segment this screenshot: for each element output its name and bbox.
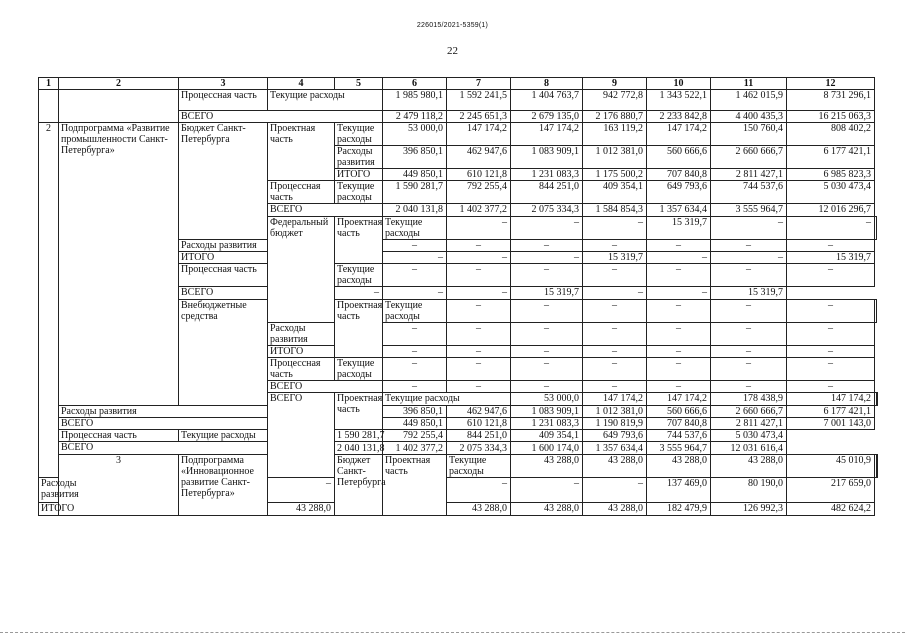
number-cell <box>39 90 59 123</box>
value-cell: 2 660 666,7 <box>711 146 787 169</box>
value-cell: – <box>787 217 875 240</box>
value-cell: 744 537,6 <box>647 430 711 442</box>
page-number: 22 <box>447 45 458 57</box>
part-label: Процессная часть <box>179 264 268 287</box>
column-header-row <box>39 78 878 90</box>
dash-cell: – <box>787 323 875 346</box>
value-cell: 707 840,8 <box>647 418 711 430</box>
value-cell: 808 402,2 <box>787 123 875 146</box>
value-cell: 15 319,7 <box>711 287 787 300</box>
dash-cell: – <box>383 264 447 287</box>
dash-cell: – <box>511 358 583 381</box>
total-block-label: ВСЕГО <box>268 393 335 478</box>
dash-cell: – <box>711 323 787 346</box>
value-cell: – <box>647 287 711 300</box>
value-cell: 1 231 083,3 <box>511 418 583 430</box>
dash-cell: – <box>511 323 583 346</box>
value-cell: 744 537,6 <box>711 181 787 204</box>
value-cell <box>876 455 878 478</box>
value-cell: 2 660 666,7 <box>711 406 787 418</box>
subprogram-name: Подпрограмма «Развитие промышленности Санкт-Петербурга» <box>59 123 179 406</box>
value-cell: – <box>447 287 511 300</box>
value-cell: 147 174,2 <box>583 393 647 406</box>
value-cell: 163 119,2 <box>583 123 647 146</box>
value-cell: 43 288,0 <box>711 455 787 478</box>
column-header-11: 11 <box>711 78 787 90</box>
total-label: ВСЕГО <box>268 381 383 393</box>
table-row <box>39 90 878 111</box>
part-label: Проектная часть <box>335 217 383 264</box>
expense-label: Расходы развития <box>179 240 268 252</box>
value-cell: 1 592 241,5 <box>447 90 511 111</box>
value-cell: 43 288,0 <box>647 455 711 478</box>
itogo-label: ВСЕГО <box>59 418 268 430</box>
value-cell: 150 760,4 <box>711 123 787 146</box>
part-label: Проектная часть <box>335 393 383 430</box>
table-row <box>39 406 878 418</box>
value-cell: – <box>383 287 447 300</box>
value-cell: – <box>447 217 511 240</box>
part-label: Процессная часть <box>268 358 335 381</box>
dash-cell: – <box>647 300 711 323</box>
dash-cell: – <box>647 264 711 287</box>
dash-cell: – <box>383 358 447 381</box>
value-cell: 1 012 381,0 <box>583 406 647 418</box>
itogo-label: ИТОГО <box>268 346 335 358</box>
value-cell: 53 000,0 <box>383 123 447 146</box>
value-cell: 45 010,9 <box>787 455 875 478</box>
value-cell: – <box>583 287 647 300</box>
value-cell: 6 985 823,3 <box>787 169 875 181</box>
value-cell: 12 016 296,7 <box>787 204 875 217</box>
value-cell: 43 288,0 <box>447 503 511 516</box>
funding-source: Бюджет Санкт-Петербурга <box>335 455 383 516</box>
dash-cell: – <box>383 381 447 393</box>
dash-cell: – <box>647 358 711 381</box>
value-cell: – <box>335 287 383 300</box>
funding-source: Федеральный бюджет <box>268 217 335 323</box>
value-cell: – <box>711 217 787 240</box>
value-cell: 5 030 473,4 <box>711 430 787 442</box>
table-row <box>39 442 878 455</box>
value-cell: – <box>511 217 583 240</box>
dash-cell: – <box>447 300 511 323</box>
value-cell: 1 404 763,7 <box>511 90 583 111</box>
dash-cell: – <box>787 381 875 393</box>
subprogram-number: 3 <box>59 455 179 516</box>
value-cell <box>876 393 878 406</box>
dash-cell: – <box>511 240 583 252</box>
value-cell: – <box>583 217 647 240</box>
value-cell: 43 288,0 <box>268 503 335 516</box>
dash-cell: – <box>787 240 875 252</box>
value-cell: 792 255,4 <box>447 181 511 204</box>
value-cell: 396 850,1 <box>383 146 447 169</box>
dash-cell: – <box>447 323 511 346</box>
value-cell: 1 357 634,4 <box>647 204 711 217</box>
value-cell: 43 288,0 <box>511 455 583 478</box>
value-cell: 1 402 377,2 <box>447 204 511 217</box>
column-header-3: 3 <box>179 78 268 90</box>
dash-cell: – <box>787 346 875 358</box>
value-cell: 560 666,6 <box>647 406 711 418</box>
itogo-label: ИТОГО <box>335 169 383 181</box>
dash-cell: – <box>447 264 511 287</box>
dash-cell: – <box>511 346 583 358</box>
dash-cell: – <box>711 346 787 358</box>
value-cell: 147 174,2 <box>647 123 711 146</box>
dash-cell: – <box>787 358 875 381</box>
part-label: Проектная часть <box>335 300 383 358</box>
dash-cell: – <box>383 240 447 252</box>
value-cell: 449 850,1 <box>383 169 447 181</box>
dash-cell: – <box>711 381 787 393</box>
value-cell: 1 462 015,9 <box>711 90 787 111</box>
dash-cell: – <box>383 346 447 358</box>
value-cell: 15 319,7 <box>583 252 647 264</box>
part-label: Проектная часть <box>383 455 447 516</box>
column-header-7: 7 <box>447 78 511 90</box>
value-cell: 8 731 296,1 <box>787 90 875 111</box>
dash-cell: – <box>711 300 787 323</box>
expense-label: Текущие расходы <box>383 217 447 240</box>
value-cell: 3 555 964,7 <box>647 442 711 455</box>
dash-cell: – <box>383 323 447 346</box>
value-cell: 707 840,8 <box>647 169 711 181</box>
dash-cell: – <box>511 300 583 323</box>
value-cell: 462 947,6 <box>447 406 511 418</box>
value-cell: 1 012 381,0 <box>583 146 647 169</box>
expense-label: Текущие расходы <box>335 123 383 146</box>
value-cell: 5 030 473,4 <box>787 181 875 204</box>
table-row <box>39 430 878 442</box>
itogo-label: ИТОГО <box>179 252 268 264</box>
part-label: Процессная часть <box>268 181 335 204</box>
expense-label: Текущие расходы <box>383 300 447 323</box>
value-cell: 462 947,6 <box>447 146 511 169</box>
value-cell: 1 584 854,3 <box>583 204 647 217</box>
value-cell: 217 659,0 <box>787 478 875 503</box>
value-cell: – <box>447 478 511 503</box>
column-header-12: 12 <box>787 78 875 90</box>
value-cell: 844 251,0 <box>447 430 511 442</box>
table-row <box>39 418 878 430</box>
expense-label: Текущие расходы <box>335 181 383 204</box>
value-cell: 2 679 135,0 <box>511 111 583 123</box>
value-cell: 43 288,0 <box>583 455 647 478</box>
dash-cell: – <box>711 264 787 287</box>
value-cell <box>875 217 877 240</box>
value-cell: 1 600 174,0 <box>511 442 583 455</box>
value-cell: 2 176 880,7 <box>583 111 647 123</box>
value-cell: 649 793,6 <box>647 181 711 204</box>
value-cell: 6 177 421,1 <box>787 406 875 418</box>
value-cell: 2 811 427,1 <box>711 418 787 430</box>
value-cell: 649 793,6 <box>583 430 647 442</box>
dash-cell: – <box>583 358 647 381</box>
value-cell: 2 233 842,8 <box>647 111 711 123</box>
value-cell: 482 624,2 <box>787 503 875 516</box>
value-cell: 449 850,1 <box>383 418 447 430</box>
dash-cell: – <box>787 264 875 287</box>
value-cell: 43 288,0 <box>511 503 583 516</box>
dash-cell: – <box>447 358 511 381</box>
value-cell: – <box>583 478 647 503</box>
value-cell: 12 031 616,4 <box>711 442 787 455</box>
funding-source: Бюджет Санкт-Петербурга <box>179 123 268 240</box>
expense-label: Расходы развития <box>268 323 335 346</box>
value-cell: 610 121,8 <box>447 169 511 181</box>
part-label: Проектная часть <box>268 123 335 181</box>
dash-cell: – <box>583 381 647 393</box>
dash-cell <box>875 300 877 323</box>
value-cell: 126 992,3 <box>711 503 787 516</box>
value-cell: 1 231 083,3 <box>511 169 583 181</box>
dash-cell: – <box>711 358 787 381</box>
value-cell: 147 174,2 <box>447 123 511 146</box>
value-cell: – <box>447 252 511 264</box>
value-cell: 15 319,7 <box>647 217 711 240</box>
value-cell: 1 590 281,7 <box>335 430 383 442</box>
dash-cell: – <box>511 381 583 393</box>
column-header-8: 8 <box>511 78 583 90</box>
expense-label: Расходы развития <box>39 478 59 503</box>
value-cell: 409 354,1 <box>583 181 647 204</box>
value-cell: 147 174,2 <box>787 393 875 406</box>
table-row <box>39 455 878 478</box>
dash-cell: – <box>583 346 647 358</box>
column-header-1: 1 <box>39 78 59 90</box>
dash-cell: – <box>511 264 583 287</box>
budget-table <box>38 77 878 516</box>
column-header-5: 5 <box>335 78 383 90</box>
value-cell: 610 121,8 <box>447 418 511 430</box>
dash-cell: – <box>583 264 647 287</box>
expense-label: Расходы развития <box>335 146 383 169</box>
value-cell: 2 245 651,3 <box>447 111 511 123</box>
dash-cell: – <box>711 240 787 252</box>
value-cell: – <box>511 478 583 503</box>
funding-source: Внебюджетные средства <box>179 300 268 406</box>
column-header-10: 10 <box>647 78 711 90</box>
value-cell: 53 000,0 <box>511 393 583 406</box>
value-cell: 6 177 421,1 <box>787 146 875 169</box>
expense-label: Текущие расходы <box>335 264 383 287</box>
page-footer-line <box>0 632 905 633</box>
value-cell: 15 319,7 <box>787 252 875 264</box>
dash-cell: – <box>447 346 511 358</box>
dash-cell: – <box>583 240 647 252</box>
document-id: 226015/2021-5359(1) <box>416 22 489 29</box>
program-cell <box>59 90 179 123</box>
subprogram-number: 2 <box>39 123 59 478</box>
value-cell: 1 343 522,1 <box>647 90 711 111</box>
value-cell: 2 075 334,3 <box>511 204 583 217</box>
value-cell: 2 479 118,2 <box>383 111 447 123</box>
value-cell: – <box>711 252 787 264</box>
value-cell: 7 001 143,0 <box>787 418 875 430</box>
expense-label: Текущие расходы <box>447 455 511 478</box>
dash-cell: – <box>447 381 511 393</box>
subprogram-name: Подпрограмма «Инновационное развитие Санкт-Петербурга» <box>179 455 268 516</box>
value-cell: 409 354,1 <box>511 430 583 442</box>
value-cell: – <box>383 252 447 264</box>
total-label: ВСЕГО <box>59 442 335 455</box>
value-cell: 942 772,8 <box>583 90 647 111</box>
value-cell: 2 075 334,3 <box>447 442 511 455</box>
value-cell: 1 590 281,7 <box>383 181 447 204</box>
value-cell: 1 985 980,1 <box>383 90 447 111</box>
value-cell: 560 666,6 <box>647 146 711 169</box>
value-cell: 137 469,0 <box>647 478 711 503</box>
expense-label: Текущие расходы <box>383 393 511 406</box>
value-cell: – <box>268 478 335 503</box>
value-cell: 178 438,9 <box>711 393 787 406</box>
value-cell: 2 811 427,1 <box>711 169 787 181</box>
value-cell: 4 400 435,3 <box>711 111 787 123</box>
column-header-9: 9 <box>583 78 647 90</box>
dash-cell: – <box>647 240 711 252</box>
value-cell: 1 083 909,1 <box>511 146 583 169</box>
total-label: ВСЕГО <box>179 111 383 123</box>
value-cell: 1 402 377,2 <box>383 442 447 455</box>
dash-cell: – <box>447 240 511 252</box>
value-cell: 16 215 063,3 <box>787 111 875 123</box>
column-header-6: 6 <box>383 78 447 90</box>
total-label: ВСЕГО <box>179 287 335 300</box>
value-cell: 1 175 500,2 <box>583 169 647 181</box>
value-cell: 396 850,1 <box>383 406 447 418</box>
expense-label: Текущие расходы <box>268 90 383 111</box>
dash-cell: – <box>647 323 711 346</box>
dash-cell: – <box>647 381 711 393</box>
value-cell: 792 255,4 <box>383 430 447 442</box>
value-cell: 182 479,9 <box>647 503 711 516</box>
dash-cell: – <box>583 300 647 323</box>
value-cell: 1 083 909,1 <box>511 406 583 418</box>
expense-label: Расходы развития <box>59 406 268 418</box>
value-cell: 1 357 634,4 <box>583 442 647 455</box>
value-cell: 2 040 131,8 <box>335 442 383 455</box>
total-label: ВСЕГО <box>268 204 383 217</box>
part-label: Процессная часть <box>179 90 268 111</box>
value-cell: 2 040 131,8 <box>383 204 447 217</box>
dash-cell: – <box>647 346 711 358</box>
part-label: Процессная часть <box>59 430 179 442</box>
value-cell: – <box>511 252 583 264</box>
value-cell: 80 190,0 <box>711 478 787 503</box>
table-row <box>39 123 878 146</box>
expense-label: Текущие расходы <box>335 358 383 381</box>
column-header-2: 2 <box>59 78 179 90</box>
value-cell: 844 251,0 <box>511 181 583 204</box>
value-cell: 15 319,7 <box>511 287 583 300</box>
itogo-label: ИТОГО <box>39 503 59 516</box>
value-cell: – <box>647 252 711 264</box>
column-header-4: 4 <box>268 78 335 90</box>
dash-cell: – <box>583 323 647 346</box>
value-cell: 3 555 964,7 <box>711 204 787 217</box>
value-cell: 43 288,0 <box>583 503 647 516</box>
expense-label: Текущие расходы <box>179 430 335 442</box>
value-cell: 147 174,2 <box>511 123 583 146</box>
value-cell: 147 174,2 <box>647 393 711 406</box>
dash-cell: – <box>787 300 875 323</box>
value-cell: 1 190 819,9 <box>583 418 647 430</box>
